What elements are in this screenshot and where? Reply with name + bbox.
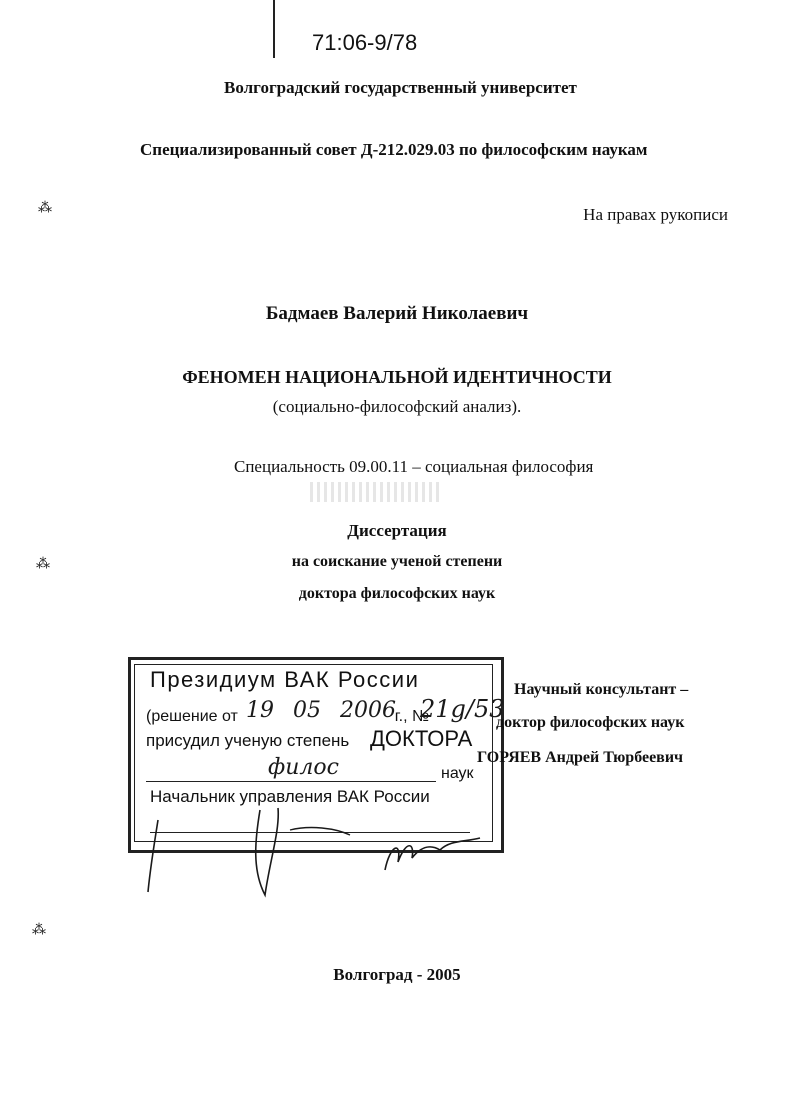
manuscript-rights: На правах рукописи	[583, 205, 728, 224]
stamp-decision-mid: г., №	[394, 708, 430, 725]
scan-artifact-mark: ⁂	[32, 923, 46, 938]
council-name: Специализированный совет Д-212.029.03 по философским наукам	[140, 140, 648, 159]
stamp-chief: Начальник управления ВАК России	[150, 787, 430, 806]
dissertation-subtitle: (социально-философский анализ).	[272, 397, 522, 416]
stamp-decision-prefix: (решение от	[146, 708, 238, 725]
stamp-awarded: присудил ученую степень	[146, 731, 350, 750]
dissertation-degree-name: доктора философских наук	[298, 585, 496, 602]
dissertation-degree-line: на соискание ученой степени	[291, 553, 503, 570]
handwritten-month: 05	[293, 698, 321, 723]
handwritten-number: 21g/53	[420, 695, 505, 723]
handwritten-signature	[140, 800, 500, 900]
stamp-header: Президиум ВАК России	[150, 667, 420, 692]
consultant-name: ГОРЯЕВ Андрей Тюрбеевич	[477, 749, 684, 766]
consultant-label: Научный консультант –	[514, 681, 689, 698]
consultant-degree: доктор философских наук	[496, 714, 685, 731]
dissertation-label: Диссертация	[347, 521, 447, 540]
handwritten-field: филос	[268, 755, 339, 780]
faint-stamp-mark	[310, 482, 440, 502]
stamp-field-line	[146, 781, 436, 782]
stamp-sciences: наук	[441, 765, 474, 782]
city-year: Волгоград - 2005	[333, 965, 461, 984]
university-name: Волгоградский государственный университет	[224, 78, 577, 97]
stamp-awarded-degree: ДОКТОРА	[370, 726, 473, 751]
handwritten-day: 19	[246, 698, 274, 723]
dissertation-title: ФЕНОМЕН НАЦИОНАЛЬНОЙ ИДЕНТИЧНОСТИ	[182, 367, 612, 387]
margin-line	[273, 0, 275, 58]
author-name: Бадмаев Валерий Николаевич	[265, 303, 529, 324]
scan-artifact-mark: ⁂	[38, 201, 52, 216]
scan-artifact-mark: ⁂	[36, 557, 50, 572]
handwritten-year: 2006	[340, 698, 396, 723]
speciality: Специальность 09.00.11 – социальная философия	[234, 457, 594, 476]
catalog-number: 71:06-9/78	[312, 30, 418, 55]
